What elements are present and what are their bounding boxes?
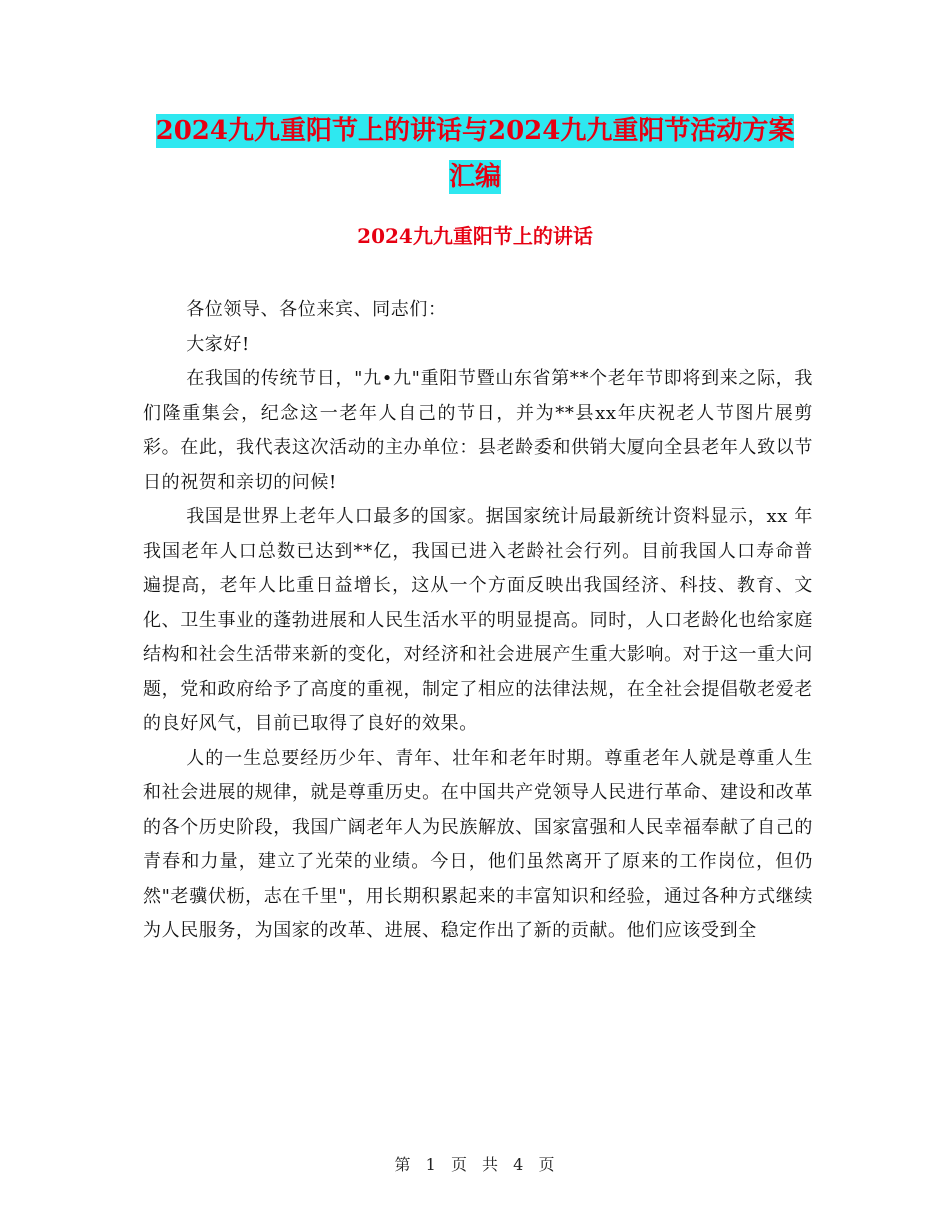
footer-page-suffix: 页 bbox=[450, 1155, 468, 1174]
salutation: 各位领导、各位来宾、同志们： bbox=[186, 299, 447, 320]
footer-total-label: 共 bbox=[482, 1155, 500, 1174]
title-line-2: 汇编 bbox=[448, 162, 501, 192]
greeting: 大家好! bbox=[186, 333, 250, 355]
footer-total-pages: 4 bbox=[513, 1155, 525, 1174]
footer-page-label: 第 bbox=[394, 1155, 412, 1174]
title-line-1: 2024九九重阳节上的讲话与2024九九重阳节活动方案 bbox=[155, 116, 795, 146]
document-title bbox=[0, 108, 950, 200]
footer-page-number: 1 bbox=[425, 1155, 437, 1174]
section-title: 2024九九重阳节上的讲话 bbox=[357, 224, 593, 248]
paragraph: 在我国的传统节日，"九•九"重阳节暨山东省第**个老年节即将到来之际，我们隆重集会，纪念这一老年人自己的节日，并为**县xx年庆祝老人节图片展剪彩。在此，我代表这次活动的主办单位：县老龄委和供销大厦向全县老年人致以节日的祝贺和亲切的问候! bbox=[143, 368, 813, 493]
speech-body bbox=[143, 293, 813, 949]
paragraph: 人的一生总要经历少年、青年、壮年和老年时期。尊重老年人就是尊重人生和社会进展的规律，就是尊重历史。在中国共产党领导人民进行革命、建设和改革的各个历史阶段，我国广阔老年人为民族解放、国家富强和人民幸福奉献了自己的青春和力量，建立了光荣的业绩。今日，他们虽然离开了原来的工作岗位，但仍然"老骥伏枥，志在千里"，用长期积累起来的丰富知识和经验，通过各种方式继续为人民服务，为国家的改革、进展、稳定作出了新的贡献。他们应该受到全 bbox=[143, 747, 813, 941]
paragraph: 我国是世界上老年人口最多的国家。据国家统计局最新统计资料显示，xx 年我国老年人口总数已达到**亿，我国已进入老龄社会行列。目前我国人口寿命普遍提高，老年人比重日益增长，这从一个方面反映出我国经济、科技、教育、文化、卫生事业的蓬勃进展和人民生活水平的明显提高。同时，人口老龄化也给家庭结构和社会生活带来新的变化，对经济和社会进展产生重大影响。对于这一重大问题，党和政府给予了高度的重视，制定了相应的法律法规，在全社会提倡敬老爱老的良好风气，目前已取得了良好的效果。 bbox=[143, 506, 813, 734]
page-footer bbox=[0, 1152, 950, 1175]
footer-total-suffix: 页 bbox=[538, 1155, 556, 1174]
